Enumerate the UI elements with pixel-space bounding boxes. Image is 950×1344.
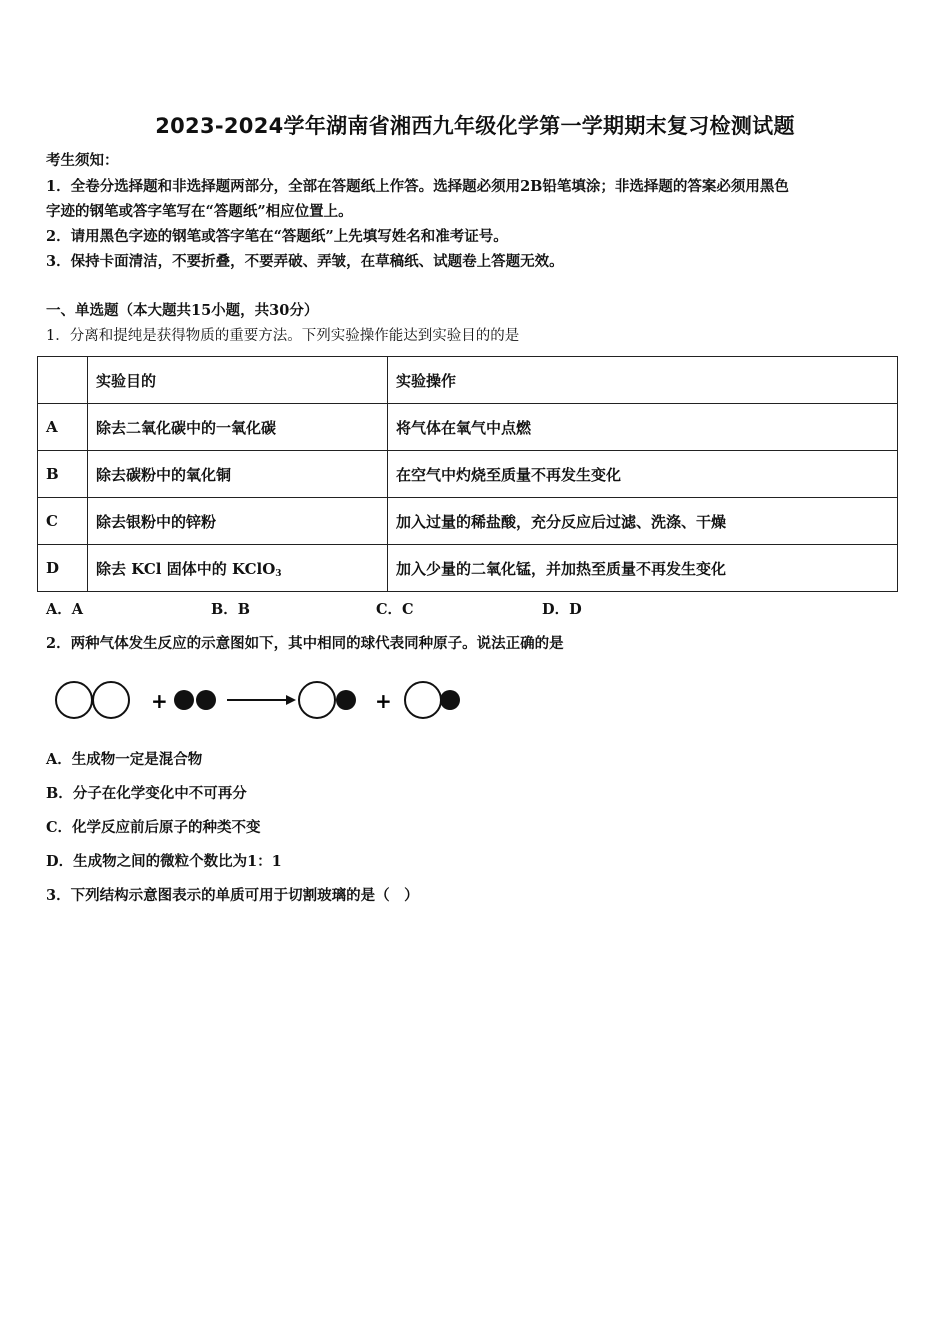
purpose-text: 除去 KCl 固体中的 KClO (96, 559, 276, 578)
question-2-option-a[interactable]: A．生成物一定是混合物 (46, 751, 203, 768)
row-label: C (38, 498, 88, 545)
question-2-stem: 2．两种气体发生反应的示意图如下，其中相同的球代表同种原子。说法正确的是 (46, 635, 564, 652)
table-row (38, 545, 898, 592)
row-label: A (38, 404, 88, 451)
option-d[interactable]: D．D (542, 601, 582, 618)
table-row (38, 404, 898, 451)
row-operation: 加入过量的稀盐酸，充分反应后过滤、洗涤、干燥 (388, 498, 898, 545)
exam-title: 2023-2024学年湖南省湘西九年级化学第一学期期末复习检测试题 (155, 114, 795, 138)
reactant-molecule-1 (56, 682, 129, 718)
option-c[interactable]: C．C (376, 601, 414, 618)
notice-heading: 考生须知： (46, 152, 119, 169)
table-header-cell: 实验目的 (88, 357, 388, 404)
reaction-diagram (50, 674, 470, 726)
row-purpose: 除去银粉中的锌粉 (88, 498, 388, 545)
row-label: D (38, 545, 88, 592)
table-header-cell: 实验操作 (388, 357, 898, 404)
plus-sign: + (375, 689, 392, 713)
notice-item-1-cont: 字迹的钢笔或答字笔写在“答题纸”相应位置上。 (46, 203, 353, 220)
table-row (38, 451, 898, 498)
reaction-arrow (227, 695, 296, 705)
table-row (38, 498, 898, 545)
question-2-option-c[interactable]: C．化学反应前后原子的种类不变 (46, 819, 261, 836)
reactant-molecule-2 (174, 690, 216, 710)
row-label: B (38, 451, 88, 498)
table-header-cell (38, 357, 88, 404)
plus-sign: + (151, 689, 168, 713)
row-operation: 将气体在氧气中点燃 (388, 404, 898, 451)
experiment-table (37, 356, 898, 592)
table-header-row (38, 357, 898, 404)
question-2-option-d[interactable]: D．生成物之间的微粒个数比为1：1 (46, 853, 282, 870)
option-b[interactable]: B．B (211, 601, 251, 618)
row-purpose: 除去二氧化碳中的一氧化碳 (88, 404, 388, 451)
notice-item-3: 3．保持卡面清洁，不要折叠，不要弄破、弄皱，在草稿纸、试题卷上答题无效。 (46, 253, 564, 270)
option-a[interactable]: A．A (46, 601, 84, 618)
subscript: 3 (275, 568, 282, 579)
question-3-stem: 3．下列结构示意图表示的单质可用于切割玻璃的是（ ） (46, 887, 419, 904)
notice-item-1: 1．全卷分选择题和非选择题两部分，全部在答题纸上作答。选择题必须用2B铅笔填涂；非选择题的答案必须用黑色 (46, 178, 789, 195)
row-purpose: 除去碳粉中的氧化铜 (88, 451, 388, 498)
notice-item-2: 2．请用黑色字迹的钢笔或答字笔在“答题纸”上先填写姓名和准考证号。 (46, 228, 508, 245)
row-operation: 在空气中灼烧至质量不再发生变化 (388, 451, 898, 498)
row-purpose (88, 545, 388, 592)
question-2-option-b[interactable]: B．分子在化学变化中不可再分 (46, 785, 247, 802)
product-molecule-1 (299, 682, 356, 718)
question-1-options (46, 598, 746, 618)
section-heading: 一、单选题（本大题共15小题，共30分） (46, 302, 319, 319)
question-1-stem: 1．分离和提纯是获得物质的重要方法。下列实验操作能达到实验目的的是 (46, 328, 520, 344)
row-operation: 加入少量的二氧化锰，并加热至质量不再发生变化 (388, 545, 898, 592)
product-molecule-2 (405, 682, 460, 718)
